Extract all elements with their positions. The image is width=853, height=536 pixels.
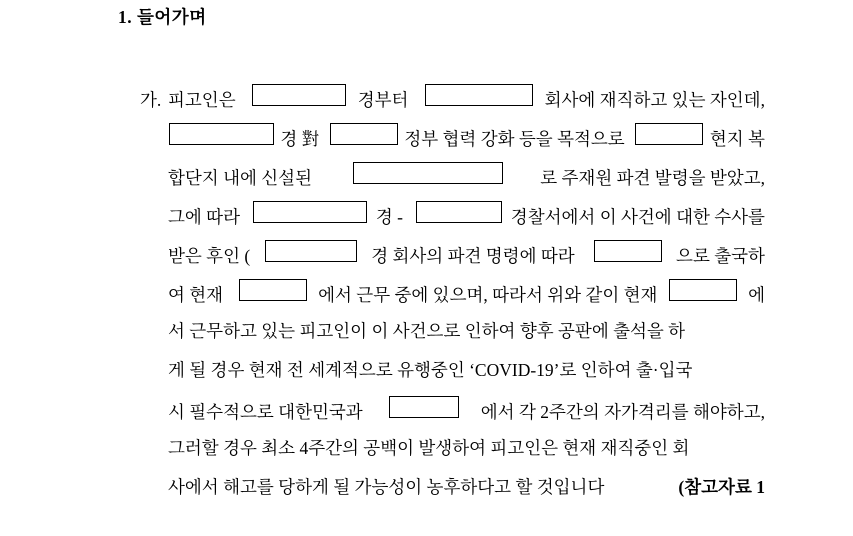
line-content [168, 84, 765, 112]
body-text: 에 [748, 285, 765, 305]
body-text: 서 근무하고 있는 피고인이 이 사건으로 인하여 향후 공판에 출석을 하 [168, 321, 686, 341]
document-line [140, 357, 765, 396]
redaction-box [416, 201, 502, 223]
document-line [140, 201, 765, 240]
body-text: 에서 각 2주간의 자가격리를 해야하고, [480, 402, 765, 422]
redaction-box [594, 240, 662, 262]
paragraph-block [140, 84, 765, 513]
line-content [168, 201, 765, 229]
body-text: 로 주재원 파견 발령을 받았고, [540, 168, 765, 188]
line-content [168, 357, 765, 382]
body-text: 회사에 재직하고 있는 자인데, [544, 90, 765, 110]
body-text: 경 對 [280, 129, 324, 149]
redaction-box [265, 240, 357, 262]
redaction-box [239, 279, 307, 301]
redaction-box [635, 123, 703, 145]
line-content [168, 474, 765, 499]
body-text: 피고인은 [168, 90, 240, 110]
line-content [168, 162, 765, 190]
body-text: 경찰서에서 이 사건에 대한 수사를 [510, 207, 765, 227]
body-text: 에서 근무 중에 있으며, 따라서 위와 같이 현재 [318, 285, 658, 305]
redaction-box [353, 162, 503, 184]
document-line [140, 396, 765, 435]
redaction-box [425, 84, 533, 106]
document-line [140, 84, 765, 123]
body-text: 시 필수적으로 대한민국과 [168, 402, 368, 422]
body-text: 경부터 [357, 90, 413, 110]
document-line [140, 318, 765, 357]
document-line [140, 474, 765, 513]
line-content [168, 318, 765, 343]
body-text: 으로 출국하 [676, 246, 765, 266]
line-content [168, 279, 765, 307]
redaction-box [669, 279, 737, 301]
emphasis-text: (참고자료 1 [678, 477, 765, 497]
redaction-box [330, 123, 398, 145]
body-text: 정부 협력 강화 등을 목적으로 [404, 129, 630, 149]
section-heading: 1. 들어가며 [118, 7, 207, 27]
document-line [140, 123, 765, 162]
body-text: 그러할 경우 최소 4주간의 공백이 발생하여 피고인은 현재 재직중인 회 [168, 438, 690, 458]
document-line [140, 435, 765, 474]
document-line [140, 279, 765, 318]
body-text: 그에 따라 [168, 207, 245, 227]
body-text: 사에서 해고를 당하게 될 가능성이 농후하다고 할 것입니다 [168, 477, 605, 497]
redaction-box [389, 396, 459, 418]
document-line [140, 162, 765, 201]
line-content [168, 240, 765, 268]
redaction-box [169, 123, 274, 145]
paragraph-marker: 가. [140, 90, 162, 110]
paragraph-lines [140, 84, 765, 513]
line-content [168, 123, 765, 151]
body-text: 합단지 내에 신설된 [168, 168, 317, 188]
redaction-box [252, 84, 346, 106]
line-content [168, 396, 765, 424]
line-content [168, 435, 765, 460]
body-text: 게 될 경우 현재 전 세계적으로 유행중인 ‘COVID-19’로 인하여 출·입국 [168, 360, 693, 380]
body-text: 현지 복 [709, 129, 765, 149]
redaction-box [253, 201, 367, 223]
body-text: 여 현재 [168, 285, 228, 305]
body-text: 받은 후인 ( [168, 246, 251, 266]
document-line [140, 240, 765, 279]
body-text: 경 회사의 파견 명령에 따라 [371, 246, 580, 266]
body-text: 경 - [375, 207, 408, 227]
